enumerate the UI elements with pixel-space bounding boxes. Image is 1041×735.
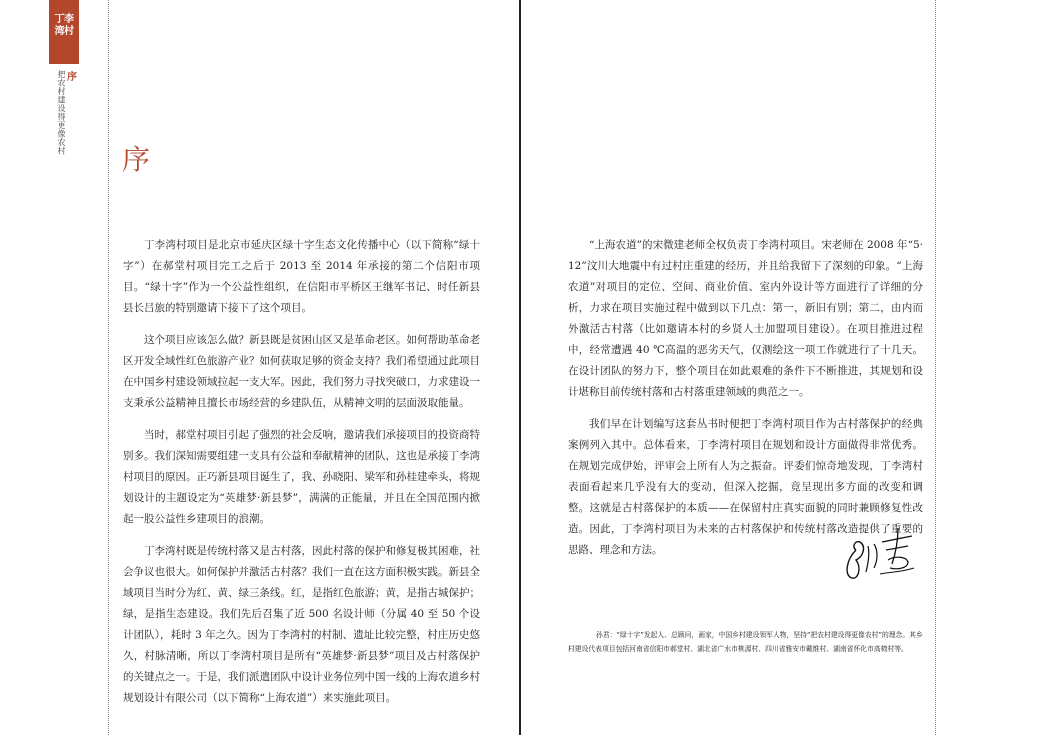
left-margin-rule <box>108 0 109 735</box>
book-spine <box>519 0 521 735</box>
handwritten-signature <box>842 520 918 586</box>
paragraph: 丁李湾村项目是北京市延庆区绿十字生态文化传播中心（以下简称“绿十字”）在郝堂村项目完工之后于 2013 至 2014 年承接的第二个信阳市项目。“绿十字”作为一个公益性组织，在信阳市平桥区王继军书记、时任新县县长吕旅的特别邀请下接下了这个项目。 <box>123 239 480 314</box>
author-footnote: 孙君：“绿十字”发起人、总顾问，画家，中国乡村建设领军人物，坚持“把农村建设得更像农村”的理念。其乡村建设代表项目包括河南省信阳市郝堂村、湖北省广水市桃源村、四川省雅安市戴维村、湖南省怀化市高椅村等。 <box>568 631 923 653</box>
paragraph: 我们早在计划编写这套丛书时便把丁李湾村项目作为古村落保护的经典案例列入其中。总体看来，丁李湾村项目在规划和设计方面做得非常优秀。在规划完成伊始，评审会上所有人为之振奋。评委们惊奇地发现，丁李湾村表面看起来几乎没有大的变动，但深入挖掘，竟呈现出多方面的改变和调整。这就是古村落保护的本质——在保留村庄真实面貌的同时兼顾修复性改造。因此，丁李湾村项目为未来的古村落保护和传统村落改造提供了重要的思路、理念和方法。 <box>568 418 923 556</box>
left-body-text <box>123 235 480 720</box>
chapter-tab-label: 丁李湾村 <box>54 14 74 37</box>
section-label: 序 <box>67 72 77 83</box>
series-vertical-title: 把农村建设得更像农村 <box>57 70 66 155</box>
paragraph: “上海农道”的宋微建老师全权负责丁李湾村项目。宋老师在 2008 年“5·12”汶川大地震中有过村庄重建的经历，并且给我留下了深刻的印象。“上海农道”对项目的定位、空间、商业价值、室内外设计等方面进行了详细的分析，力求在项目实施过程中做到以下几点：第一，新旧有别；第二，由内而外激活古村落（比如邀请本村的乡贤人士加盟项目建设）。在项目推进过程中，经常遭遇 40 ℃高温的恶劣天气，仅测绘这一项工作就进行了十几天。在设计团队的努力下，整个项目在如此艰难的条件下不断推进，其规划和设计堪称目前传统村落和古村落重建领域的典范之一。 <box>568 239 923 398</box>
chapter-tab <box>49 0 79 64</box>
right-margin-rule <box>935 0 936 735</box>
paragraph: 这个项目应该怎么做？新县既是贫困山区又是革命老区。如何帮助革命老区开发全域性红色旅游产业？如何获取足够的资金支持？我们希望通过此项目在中国乡村建设领域拉起一支大军。因此，我们努力寻找突破口，力求建设一支秉承公益精神且擅长市场经营的乡建队伍，从精神文明的层面汲取能量。 <box>123 334 480 409</box>
paragraph: 丁李湾村既是传统村落又是古村落，因此村落的保护和修复极其困难，社会争议也很大。如何保护并激活古村落？我们一直在这方面积极实践。新县全域项目当时分为红、黄、绿三条线。红，是指红色旅游；黄，是指古城保护；绿，是指生态建设。我们先后召集了近 500 名设计师（分属 40 至 50 个设计团队），耗时 3 年之久。因为丁李湾村的村制、遗址比较完整，村庄历史悠久，村脉清晰，所以丁李湾村项目是所有“英雄梦·新县梦”项目及古村落保护的关键点之一。于是，我们派遣团队中设计业务位列中国一线的上海农道乡村规划设计有限公司（以下简称“上海农道”）来实施此项目。 <box>123 545 480 704</box>
paragraph: 当时，郝堂村项目引起了强烈的社会反响，邀请我们承接项目的投资商特别多。我们深知需要组建一支具有公益和奉献精神的团队，这也是承接丁李湾村项目的原因。正巧新县项目诞生了，我、孙晓阳、梁军和孙桂建牵头，将规划设计的主题设定为“英雄梦·新县梦”，满满的正能量，并且在全国范围内掀起一股公益性乡建项目的浪潮。 <box>123 429 480 525</box>
left-page <box>0 0 520 735</box>
page-title: 序 <box>122 143 152 176</box>
